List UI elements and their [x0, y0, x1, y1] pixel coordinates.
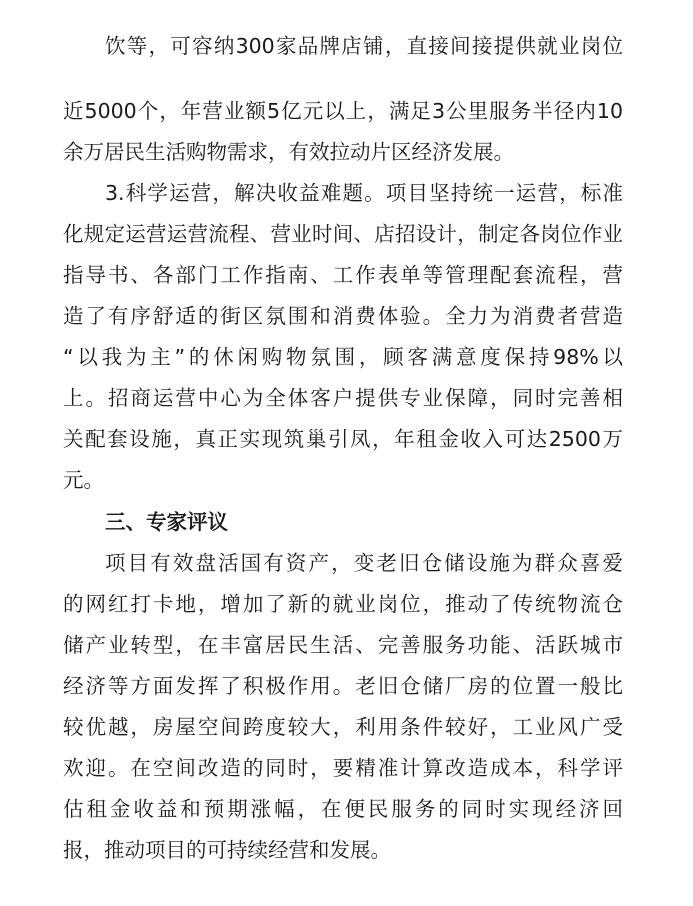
section-heading: 三、专家评议 [105, 510, 228, 534]
paragraph-line: 经济等方面发挥了积极作用。老旧仓储厂房的位置一般比 [63, 674, 623, 698]
paragraph-line: “以我为主”的休闲购物氛围，顾客满意度保持98%以 [63, 345, 623, 369]
paragraph-line: 报，推动项目的可持续经营和发展。 [63, 838, 391, 862]
paragraph-line: 饮等，可容纳300家品牌店铺，直接间接提供就业岗位 [105, 34, 623, 58]
paragraph-line: 元。 [63, 468, 104, 492]
paragraph-line: 欢迎。在空间改造的同时，要精准计算改造成本，科学评 [63, 756, 623, 780]
paragraph-line: 3.科学运营，解决收益难题。项目坚持统一运营，标准 [105, 181, 623, 205]
paragraph-line: 的网红打卡地，增加了新的就业岗位，推动了传统物流仓 [63, 592, 623, 616]
paragraph-line: 储产业转型，在丰富居民生活、完善服务功能、活跃城市 [63, 633, 623, 657]
paragraph-line: 指导书、各部门工作指南、工作表单等管理配套流程，营 [63, 263, 623, 287]
paragraph-line: 化规定运营运营流程、营业时间、店招设计，制定各岗位作业 [63, 222, 623, 246]
paragraph-line: 较优越，房屋空间跨度较大，利用条件较好，工业风广受 [63, 715, 623, 739]
paragraph-line: 估租金收益和预期涨幅，在便民服务的同时实现经济回 [63, 797, 623, 821]
paragraph-line: 近5000个，年营业额5亿元以上，满足3公里服务半径内10 [63, 99, 623, 123]
paragraph-line: 上。招商运营中心为全体客户提供专业保障，同时完善相 [63, 386, 623, 410]
paragraph-line: 造了有序舒适的街区氛围和消费体验。全力为消费者营造 [63, 304, 623, 328]
paragraph-line: 余万居民生活购物需求，有效拉动片区经济发展。 [63, 140, 514, 164]
paragraph-line: 项目有效盘活国有资产，变老旧仓储设施为群众喜爱 [105, 551, 623, 575]
paragraph-line: 关配套设施，真正实现筑巢引凤，年租金收入可达2500万 [63, 427, 623, 451]
